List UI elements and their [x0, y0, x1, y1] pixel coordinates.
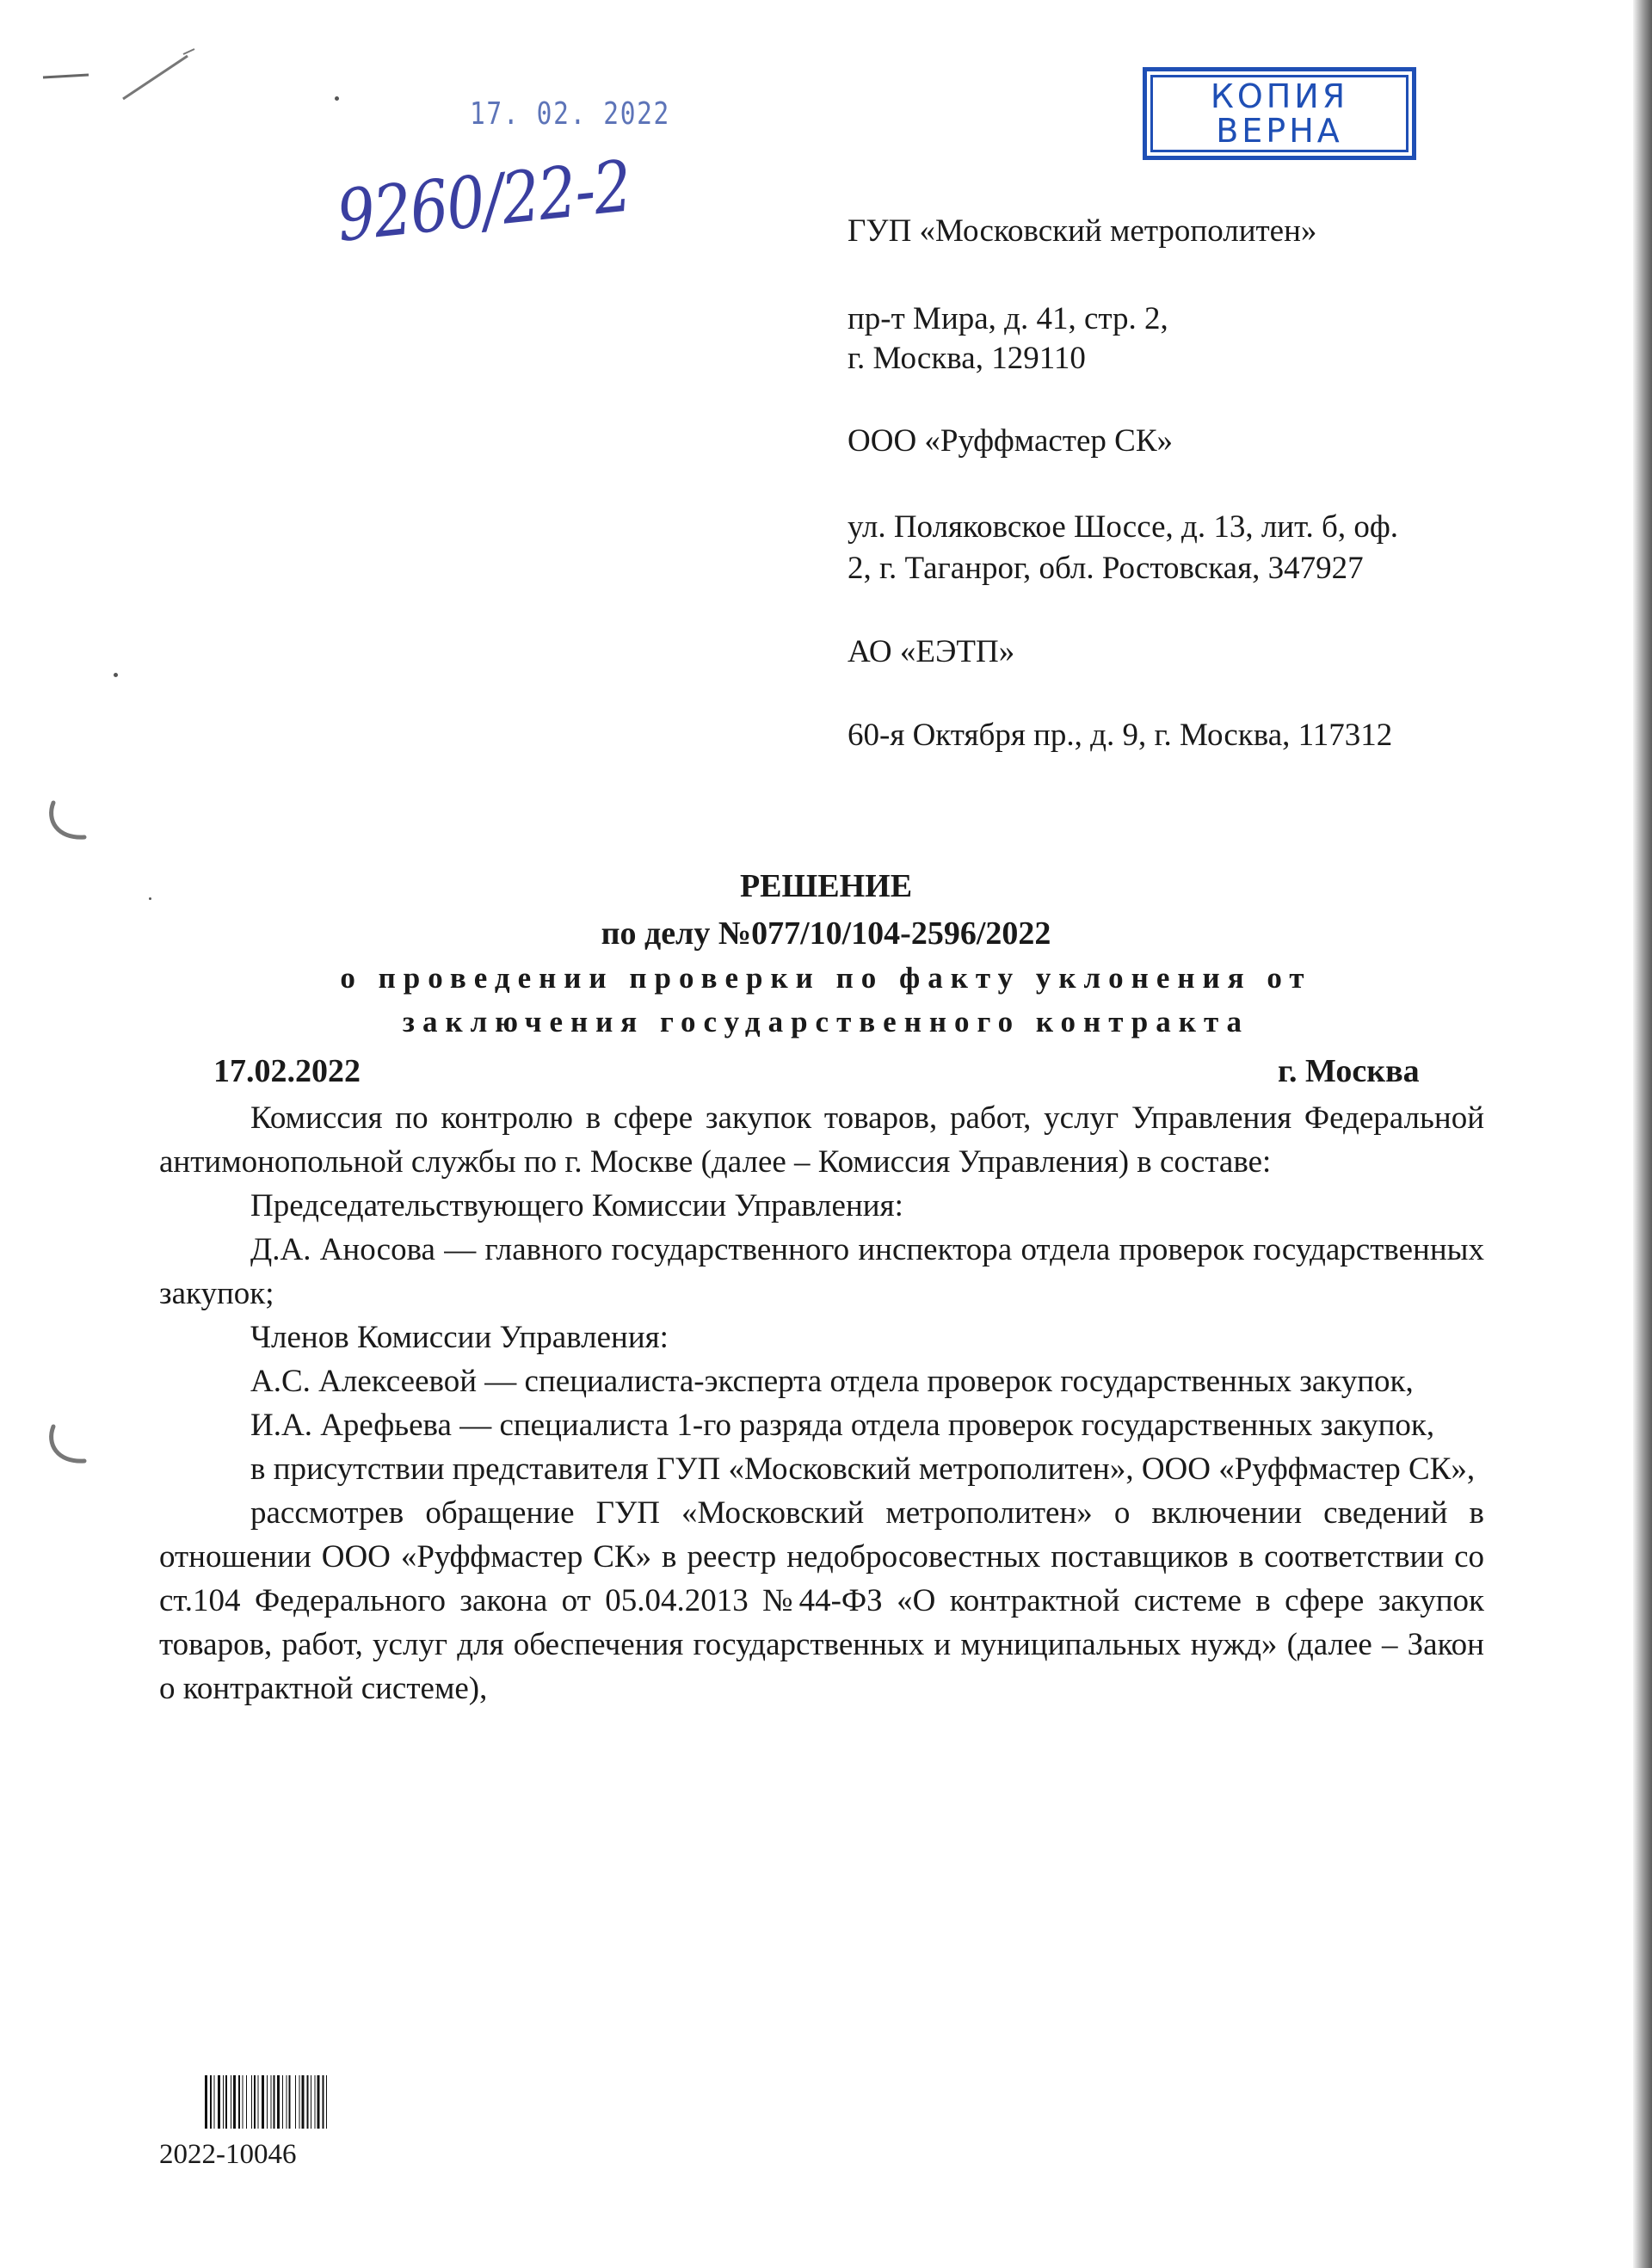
barcode-bar — [289, 2075, 291, 2129]
barcode-bar — [315, 2075, 316, 2129]
barcode-bar — [282, 2075, 283, 2129]
barcode-bar — [295, 2075, 296, 2129]
barcode-bar — [210, 2075, 212, 2129]
punch-hole-mark — [45, 796, 95, 846]
barcode-bar — [302, 2075, 305, 2129]
body-paragraph: А.С. Алексеевой — специалиста-эксперта отдела проверок государственных закупок, — [250, 1364, 1414, 1399]
decision-heading: РЕШЕНИЕ — [739, 868, 913, 904]
barcode-bar — [223, 2075, 224, 2129]
body-paragraph: в присутствии представителя ГУП «Московский метрополитен», ООО «Руффмастер СК», — [250, 1451, 1476, 1487]
barcode-bar — [323, 2075, 324, 2129]
barcode-bar — [218, 2075, 220, 2129]
addressee-address-line: г. Москва, 129110 — [848, 341, 1086, 376]
barcode-bar — [326, 2075, 327, 2129]
barcode-bar — [307, 2075, 309, 2129]
barcode-bar — [233, 2075, 236, 2129]
barcode-bar — [246, 2075, 247, 2129]
addressee-name: ГУП «Московский метрополитен» — [848, 213, 1317, 249]
barcode-bar — [262, 2075, 264, 2129]
decision-subject-line: о проведении проверки по факту уклонения от — [340, 961, 1312, 995]
addressee-address-line: пр-т Мира, д. 41, стр. 2, — [848, 301, 1168, 336]
barcode-bar — [251, 2075, 252, 2129]
barcode-bar — [271, 2075, 272, 2129]
barcode-number: 2022-10046 — [159, 2139, 297, 2170]
barcode-bar — [214, 2075, 215, 2129]
barcode-bar — [205, 2075, 207, 2129]
barcode-bar — [317, 2075, 320, 2129]
page-edge-shadow — [1633, 0, 1652, 2268]
body-paragraph: рассмотрев обращение ГУП «Московский метрополитен» о включении сведений в отношении ООО «Руффмастер СК» в реестр недобросовестных поставщиков в соответствии со ст.104 Федерального закона от 05.04.2013 №44-ФЗ «О контрактной системе в сфере закупок товаров, работ, услуг для обеспечения государственных и муниципальных нужд» (далее – Закон о контрактной системе), — [159, 1495, 1484, 1706]
punch-hole-mark — [45, 1420, 95, 1470]
barcode-bar — [277, 2075, 280, 2129]
barcode-bar — [225, 2075, 227, 2129]
pen-stroke-mark — [41, 47, 196, 108]
barcode-bar — [274, 2075, 275, 2129]
body-paragraph: Членов Комиссии Управления: — [250, 1320, 669, 1355]
received-date-stamp: 17. 02. 2022 — [470, 96, 670, 132]
addressee-address-line: ул. Поляковское Шоссе, д. 13, лит. б, оф. — [848, 509, 1399, 545]
barcode-bar — [267, 2075, 268, 2129]
body-paragraph: Председательствующего Комиссии Управления: — [250, 1188, 903, 1223]
scan-speck — [335, 96, 339, 101]
stamp-text-line: ВЕРНА — [1216, 112, 1343, 150]
handwritten-incoming-number: 9260/22-2 — [333, 145, 635, 258]
decision-city: г. Москва — [1278, 1053, 1420, 1089]
addressee-address-line: 2, г. Таганрог, обл. Ростовская, 347927 — [848, 551, 1364, 586]
barcode-bar — [258, 2075, 259, 2129]
decision-subject-line: заключения государственного контракта — [402, 1005, 1250, 1038]
addressee-name: ООО «Руффмастер СК» — [848, 423, 1174, 459]
body-paragraph: И.А. Арефьева — специалиста 1-го разряда отдела проверок государственных закупок, — [250, 1408, 1435, 1443]
copy-certified-stamp — [1143, 67, 1416, 160]
barcode-bar — [299, 2075, 300, 2129]
decision-date: 17.02.2022 — [213, 1053, 361, 1089]
document-barcode — [205, 2075, 422, 2129]
addressee-name: АО «ЕЭТП» — [848, 634, 1015, 669]
body-paragraph: Д.А. Аносова — главного государственного инспектора отдела проверок государственных закупок; — [159, 1232, 1484, 1311]
barcode-bar — [238, 2075, 240, 2129]
barcode-bar — [254, 2075, 256, 2129]
scan-speck — [114, 673, 118, 677]
decision-body — [159, 1096, 1484, 1710]
addressee-address-line: 60-я Октября пр., д. 9, г. Москва, 117312 — [848, 718, 1393, 753]
case-number: по делу №077/10/104-2596/2022 — [601, 915, 1051, 952]
body-paragraph: Комиссия по контролю в сфере закупок товаров, работ, услуг Управления Федеральной антимонопольной службы по г. Москве (далее – Комиссия Управления) в составе: — [159, 1100, 1484, 1180]
stamp-text-line: КОПИЯ — [1210, 77, 1349, 115]
